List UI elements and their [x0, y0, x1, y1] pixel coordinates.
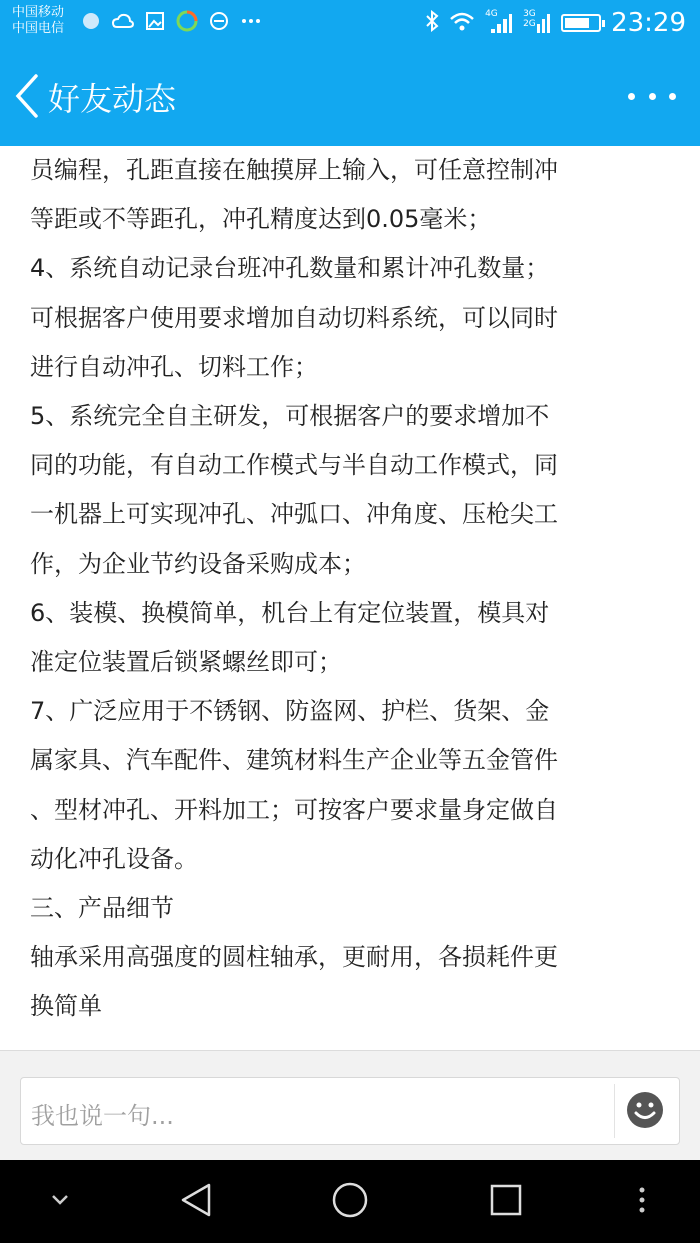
bluetooth-icon: [425, 10, 439, 36]
carrier-2: 中国电信: [12, 21, 65, 36]
signal-icon: [523, 11, 551, 35]
battery-charging-icon: [561, 14, 601, 32]
notification-icon: [80, 10, 102, 32]
page-title: 好友动态: [48, 80, 177, 118]
app-icon: [176, 10, 198, 32]
chevron-left-icon: [12, 72, 42, 120]
cloud-icon: [112, 10, 134, 32]
content-line: 4、系统自动记录台班冲孔数量和累计冲孔数量；: [30, 254, 550, 283]
comment-placeholder: 我也说一句...: [31, 1102, 174, 1130]
content-line: 员编程，孔距直接在触摸屏上输入，可任意控制冲: [30, 156, 558, 184]
carrier-labels: [12, 5, 64, 37]
image-icon: [144, 10, 166, 32]
content-line: 可根据客户使用要求增加自动切料系统，可以同时: [30, 303, 558, 332]
comment-bar: [0, 1050, 700, 1160]
content-line: 轴承采用高强度的圆柱轴承，更耐用，各损耗件更: [30, 943, 558, 972]
system-status: [425, 8, 686, 38]
hide-keyboard-button[interactable]: [40, 1180, 80, 1220]
hide-keyboard-icon: [51, 1194, 69, 1206]
post-content[interactable]: [0, 146, 700, 1050]
content-line: 作，为企业节约设备采购成本；: [30, 549, 366, 578]
wifi-icon: [449, 11, 475, 35]
nav-back-button[interactable]: [176, 1180, 216, 1220]
network-type-2: 3G 2G: [523, 9, 536, 29]
content-line: 等距或不等距孔，冲孔精度达到0.05毫米；: [30, 205, 492, 234]
smiley-icon[interactable]: [625, 1090, 665, 1130]
vpn-icon: [208, 10, 230, 32]
system-navigation-bar: [0, 1160, 700, 1243]
back-button[interactable]: [12, 72, 52, 120]
status-bar: [0, 0, 700, 48]
comment-input[interactable]: [20, 1077, 680, 1145]
content-line: 三、产品细节: [30, 894, 174, 923]
top-bar: [0, 0, 700, 146]
more-options-button[interactable]: [628, 86, 676, 106]
content-line: 准定位装置后锁紧螺丝即可；: [30, 648, 342, 677]
content-line: 一机器上可实现冲孔、冲弧口、冲角度、压枪尖工: [30, 500, 558, 529]
carrier-1: 中国移动: [12, 5, 65, 20]
app-header: [0, 48, 700, 146]
more-horizontal-icon: [628, 93, 635, 100]
recents-square-icon: [489, 1183, 523, 1217]
home-circle-icon: [331, 1181, 369, 1219]
content-line: 5、系统完全自主研发，可根据客户的要求增加不: [30, 402, 550, 431]
clock: 23:29: [611, 8, 686, 38]
back-triangle-icon: [179, 1182, 213, 1218]
content-line: 、型材冲孔、开料加工；可按客户要求量身定做自: [30, 795, 558, 824]
nav-recents-button[interactable]: [486, 1180, 526, 1220]
content-line: 6、装模、换模简单，机台上有定位装置，模具对: [30, 598, 550, 627]
nav-home-button[interactable]: [330, 1180, 370, 1220]
notification-icons: [80, 10, 262, 32]
content-line: 进行自动冲孔、切料工作；: [30, 352, 318, 381]
input-divider: [614, 1084, 615, 1138]
more-notifications-icon: [240, 10, 262, 32]
menu-dots-icon: [638, 1186, 646, 1214]
nav-menu-button[interactable]: [622, 1180, 662, 1220]
content-line: 7、广泛应用于不锈钢、防盗网、护栏、货架、金: [30, 697, 550, 726]
content-line: 动化冲孔设备。: [30, 844, 198, 873]
network-type-1: 4G: [485, 9, 498, 19]
content-line: 属家具、汽车配件、建筑材料生产企业等五金管件: [30, 746, 558, 775]
content-line: 同的功能，有自动工作模式与半自动工作模式，同: [30, 451, 558, 480]
signal-icon: [485, 11, 513, 35]
content-line: 换简单: [30, 992, 102, 1021]
